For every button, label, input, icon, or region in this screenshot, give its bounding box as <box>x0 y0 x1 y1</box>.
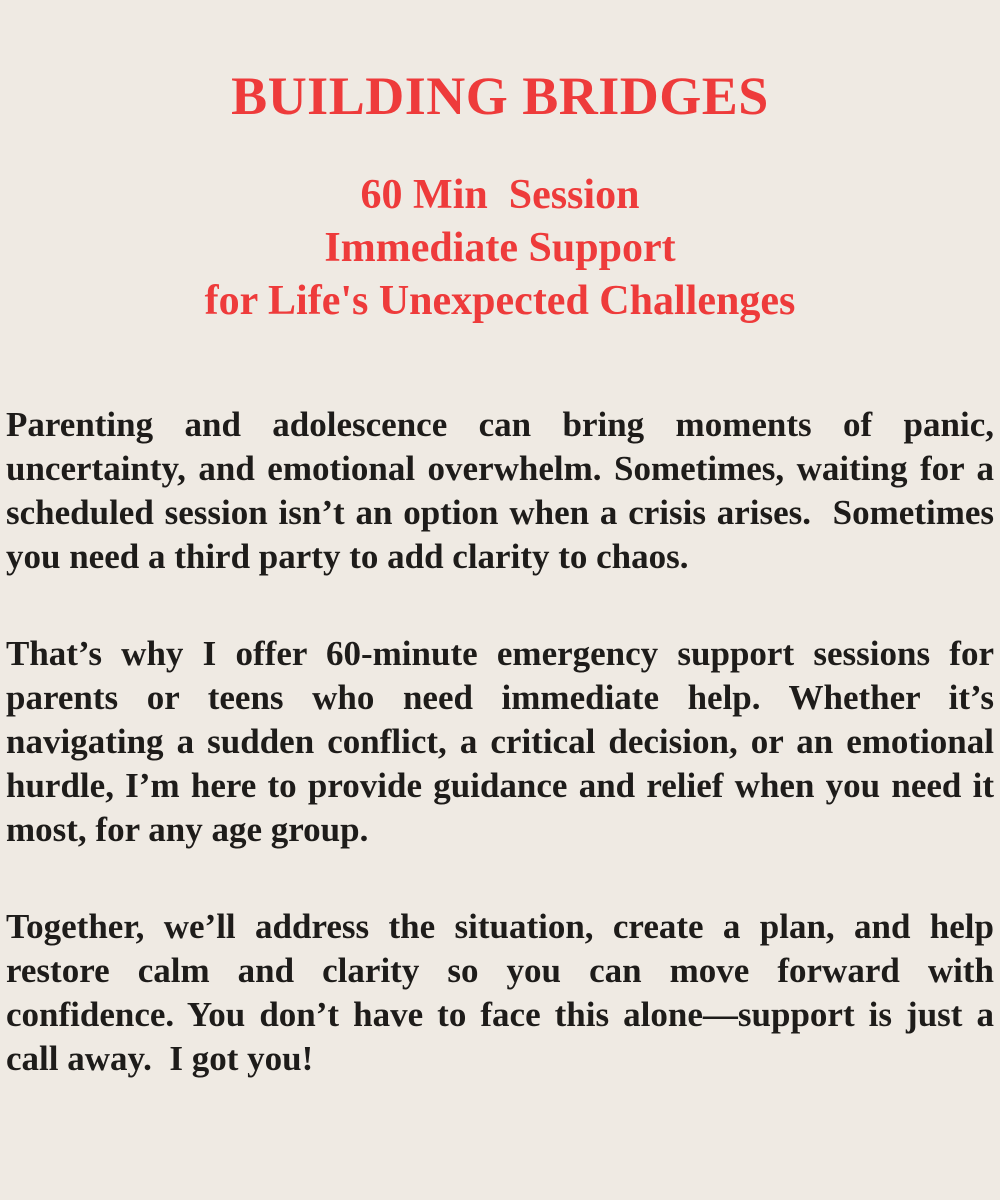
paragraph-line: you need a third party to add clarity to chaos. <box>6 537 689 576</box>
page-title: BUILDING BRIDGES <box>231 66 769 126</box>
paragraph-line: confidence. You don’t have to face this alone—support is just a <box>6 995 994 1034</box>
paragraph-line: Parenting and adolescence can bring moments of panic, <box>6 405 994 444</box>
paragraph-line: Together, we’ll address the situation, create a plan, and help <box>6 907 994 946</box>
paragraph-line: That’s why I offer 60-minute emergency support sessions for <box>6 634 994 673</box>
paragraph-line: hurdle, I’m here to provide guidance and relief when you need it <box>6 766 994 805</box>
paragraph-line: call away. I got you! <box>6 1039 314 1078</box>
paragraph-line: restore calm and clarity so you can move forward with <box>6 951 994 990</box>
paragraph-line: uncertainty, and emotional overwhelm. Sometimes, waiting for a <box>6 449 994 488</box>
subtitle-immediate-support: Immediate Support <box>324 225 676 271</box>
paragraph-intro <box>6 403 994 579</box>
paragraph-closing <box>6 905 994 1081</box>
subtitle-challenges: for Life's Unexpected Challenges <box>204 278 796 324</box>
paragraph-line: navigating a sudden conflict, a critical decision, or an emotional <box>6 722 994 761</box>
paragraph-line: scheduled session isn’t an option when a crisis arises. Sometimes <box>6 493 994 532</box>
paragraph-offer <box>6 632 994 852</box>
paragraph-line: most, for any age group. <box>6 810 369 849</box>
subtitle-block <box>0 169 1000 328</box>
subtitle-session-length: 60 Min Session <box>360 172 640 218</box>
body-text <box>0 403 1000 1081</box>
paragraph-line: parents or teens who need immediate help. Whether it’s <box>6 678 994 717</box>
